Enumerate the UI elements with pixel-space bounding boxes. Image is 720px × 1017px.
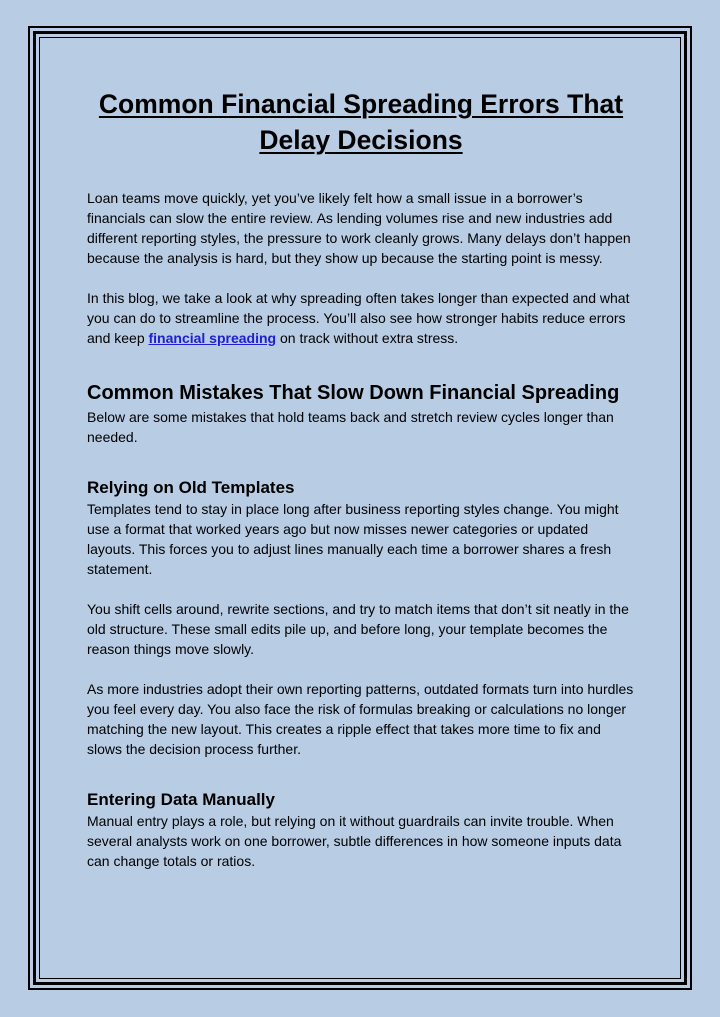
section-heading-templates: Relying on Old Templates <box>87 478 295 497</box>
section-heading-manual-entry: Entering Data Manually <box>87 790 275 809</box>
section-mistakes-body: Below are some mistakes that hold teams back and stretch review cycles longer than needed. <box>87 409 614 445</box>
financial-spreading-link[interactable]: financial spreading <box>148 330 277 346</box>
manual-entry-paragraph-1: Manual entry plays a role, but relying on it without guardrails can invite trouble. When several analysts work on one borrower, subtle differences in how someone inputs data can change totals or ratios. <box>87 813 622 869</box>
templates-paragraph-3: As more industries adopt their own reporting patterns, outdated formats turn into hurdles you feel every day. You also face the risk of formulas breaking or calculations no longer matching the new layout. This creates a ripple effect that takes more time to fix and slows the decision process further. <box>87 681 634 757</box>
blog-intro-paragraph <box>87 288 635 348</box>
templates-paragraph-1: Templates tend to stay in place long after business reporting styles change. You might use a format that worked years ago but now misses newer categories or updated layouts. This forces you to adjust lines manually each time a borrower shares a fresh statement. <box>87 501 619 577</box>
document-body <box>87 86 635 871</box>
section-heading-mistakes: Common Mistakes That Slow Down Financial Spreading <box>87 382 620 404</box>
blog-text-before-link: In this blog, we take a look at why spreading often takes longer than expected and what you can do to streamline the process. You’ll also see how stronger habits reduce errors and keep <box>87 290 630 346</box>
blog-text-after-link: on track without extra stress. <box>276 330 459 346</box>
templates-paragraph-2: You shift cells around, rewrite sections, and try to match items that don’t sit neatly in the old structure. These small edits pile up, and before long, your template becomes the reason things move slowly. <box>87 601 629 657</box>
document-title: Common Financial Spreading Errors That Delay Decisions <box>98 89 624 155</box>
intro-paragraph: Loan teams move quickly, yet you’ve likely felt how a small issue in a borrower’s financials can slow the entire review. As lending volumes rise and new industries add different reporting styles, the pressure to work cleanly grows. Many delays don’t happen because the analysis is hard, but they show up because the starting point is messy. <box>87 190 631 266</box>
